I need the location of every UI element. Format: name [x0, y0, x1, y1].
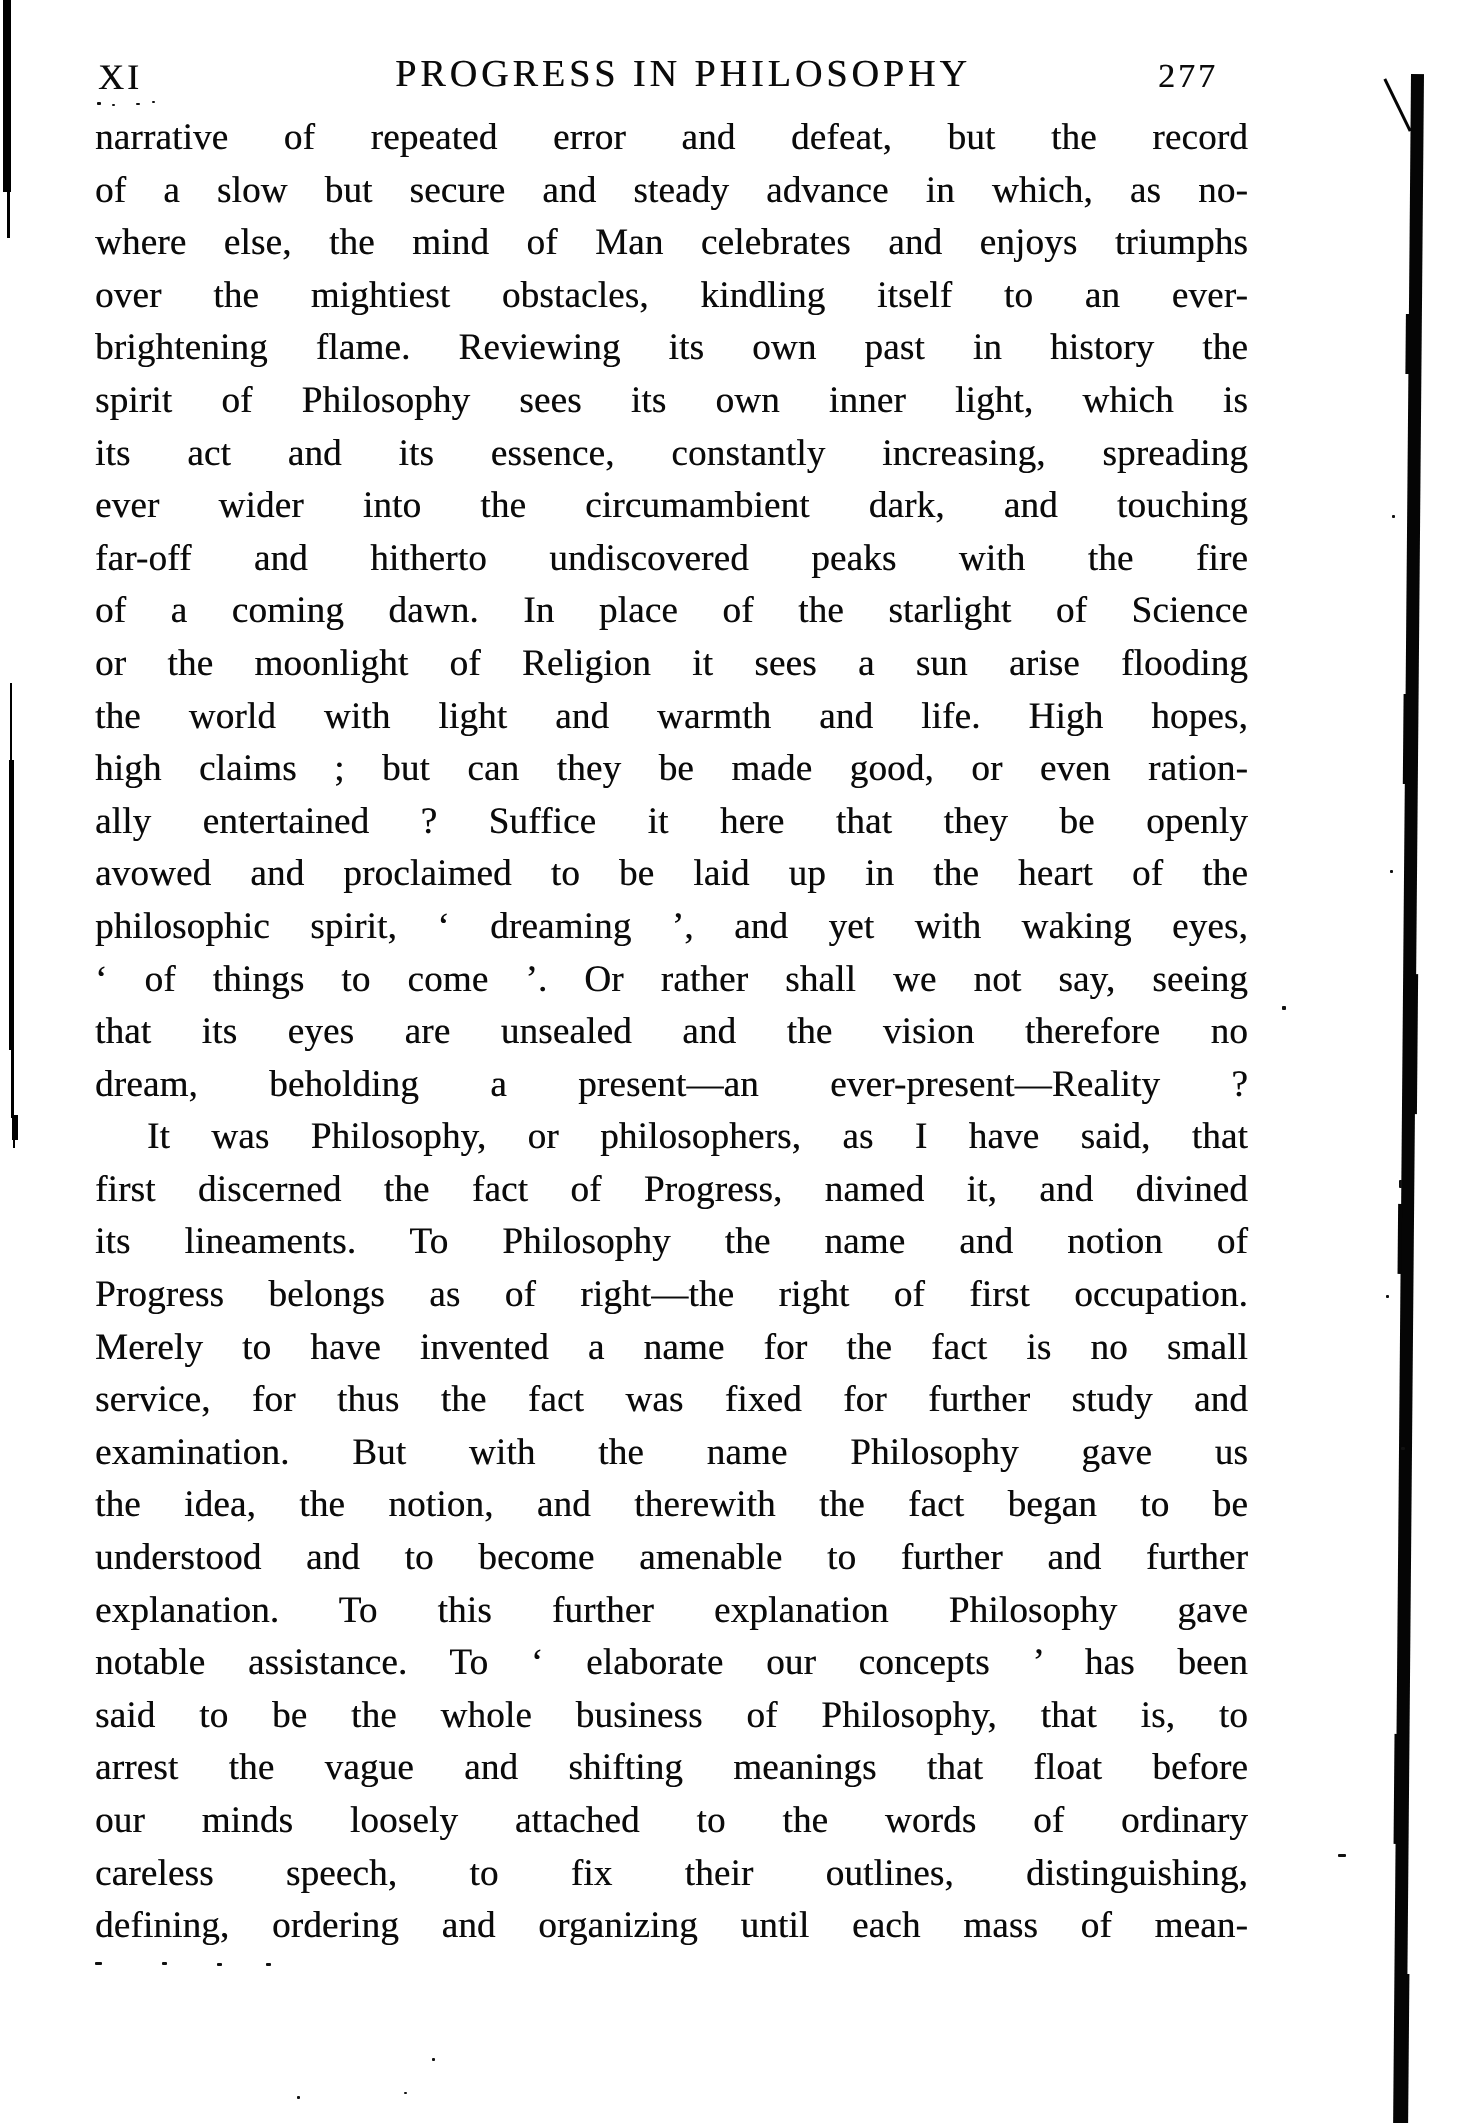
- text-line: the world with light and warmth and life. High hopes,: [95, 695, 1248, 737]
- scan-gutter-shadow: [1393, 74, 1424, 2123]
- scan-streak-left-blob: [12, 1115, 18, 1140]
- text-line: explanation. To this further explanation Philosophy gave: [95, 1589, 1248, 1631]
- text-line: Progress belongs as of right—the right of first occupation.: [95, 1274, 1248, 1316]
- text-line: ever wider into the circumambient dark, and touching: [95, 485, 1248, 527]
- scan-speckle: [1392, 515, 1395, 518]
- scan-gutter-nub: [1405, 314, 1410, 374]
- text-line: our minds loosely attached to the words of ordinary: [95, 1800, 1248, 1841]
- text-line: the idea, the notion, and therewith the fact began to be: [95, 1484, 1248, 1526]
- running-title: PROGRESS IN PHILOSOPHY: [395, 53, 971, 95]
- text-line: brightening flame. Reviewing its own past in history the: [95, 327, 1248, 369]
- scan-speckle: [1399, 1180, 1402, 1188]
- text-line: ally entertained ? Suffice it here that they be openly: [95, 800, 1248, 842]
- page-header: [0, 52, 1458, 102]
- scan-gutter-nub: [1405, 1974, 1409, 2123]
- text-line: narrative of repeated error and defeat, but the record: [95, 117, 1248, 158]
- text-line: arrest the vague and shifting meanings that float before: [95, 1747, 1248, 1789]
- text-line: of a coming dawn. In place of the starlight of Science: [95, 590, 1248, 632]
- text-line: dream, beholding a present—an ever-present—Reality ?: [95, 1063, 1248, 1105]
- scan-speckle: [152, 101, 155, 103]
- page-number: 277: [1158, 58, 1218, 95]
- body-text: [95, 112, 1248, 1953]
- scan-speckle: [1282, 1006, 1286, 1010]
- text-line: of a slow but secure and steady advance in which, as no-: [95, 169, 1248, 211]
- scan-speckle: [95, 1962, 102, 1965]
- scan-streak-left-mid: [10, 683, 12, 763]
- text-line: notable assistance. To ‘ elaborate our concepts ’ has been: [95, 1642, 1248, 1684]
- text-line: over the mightiest obstacles, kindling itself to an ever-: [95, 274, 1248, 316]
- text-line: or the moonlight of Religion it sees a sun arise flooding: [95, 642, 1248, 684]
- scan-speckle: [97, 102, 101, 105]
- scan-speckle: [404, 2092, 407, 2094]
- text-line: far-off and hitherto undiscovered peaks with the fire: [95, 537, 1248, 579]
- scan-speckle: [162, 1962, 167, 1965]
- text-line: It was Philosophy, or philosophers, as I have said, that: [147, 1116, 1248, 1158]
- text-line: spirit of Philosophy sees its own inner light, which is: [95, 379, 1248, 421]
- scan-speckle: [136, 103, 140, 105]
- scan-speckle: [112, 104, 115, 106]
- text-line: its lineaments. To Philosophy the name and notion of: [95, 1221, 1248, 1263]
- scan-speckle: [297, 2096, 300, 2099]
- text-line: service, for thus the fact was fixed for further study and: [95, 1379, 1248, 1421]
- text-line: that its eyes are unsealed and the vision therefore no: [95, 1011, 1248, 1053]
- text-line: ‘ of things to come ’. Or rather shall we not say, seeing: [95, 958, 1248, 1000]
- text-line: its act and its essence, constantly increasing, spreading: [95, 432, 1248, 474]
- text-line: examination. But with the name Philosophy gave us: [95, 1431, 1248, 1473]
- scan-streak-left-mid2: [9, 760, 14, 1050]
- text-line: high claims ; but can they be made good, or even ration-: [95, 748, 1248, 790]
- text-line: avowed and proclaimed to be laid up in the heart of the: [95, 853, 1248, 895]
- text-line: said to be the whole business of Philosophy, that is, to: [95, 1694, 1248, 1736]
- scan-gutter-nub: [1394, 1734, 1398, 1844]
- text-line: Merely to have invented a name for the fact is no small: [95, 1326, 1248, 1368]
- scan-streak-left-end: [13, 1138, 15, 1148]
- text-line: understood and to become amenable to further and further: [95, 1537, 1248, 1579]
- text-line: defining, ordering and organizing until each mass of mean-: [95, 1905, 1248, 1947]
- scan-speckle: [266, 1963, 271, 1966]
- scan-speckle: [432, 2058, 435, 2061]
- text-line: careless speech, to fix their outlines, distinguishing,: [95, 1852, 1248, 1894]
- scan-streak-left-top-tail: [7, 190, 10, 238]
- scan-speckle: [1401, 1447, 1405, 1450]
- scan-speckle: [217, 1963, 222, 1966]
- text-line: where else, the mind of Man celebrates and enjoys triumphs: [95, 222, 1248, 264]
- scan-speckle: [1338, 1854, 1346, 1857]
- text-line: first discerned the fact of Progress, named it, and divined: [95, 1168, 1248, 1210]
- chapter-number: XI: [98, 57, 142, 97]
- scan-gutter-nub: [1403, 694, 1407, 784]
- scan-streak-left-mid3: [11, 1048, 14, 1118]
- scan-gutter-nub: [1398, 1204, 1403, 1274]
- scan-gutter-nub: [1414, 974, 1418, 1114]
- scan-speckle: [1390, 870, 1393, 873]
- scan-speckle: [1386, 1295, 1389, 1298]
- text-line: philosophic spirit, ‘ dreaming ’, and yet with waking eyes,: [95, 905, 1248, 947]
- scan-streak-left-top: [3, 0, 11, 192]
